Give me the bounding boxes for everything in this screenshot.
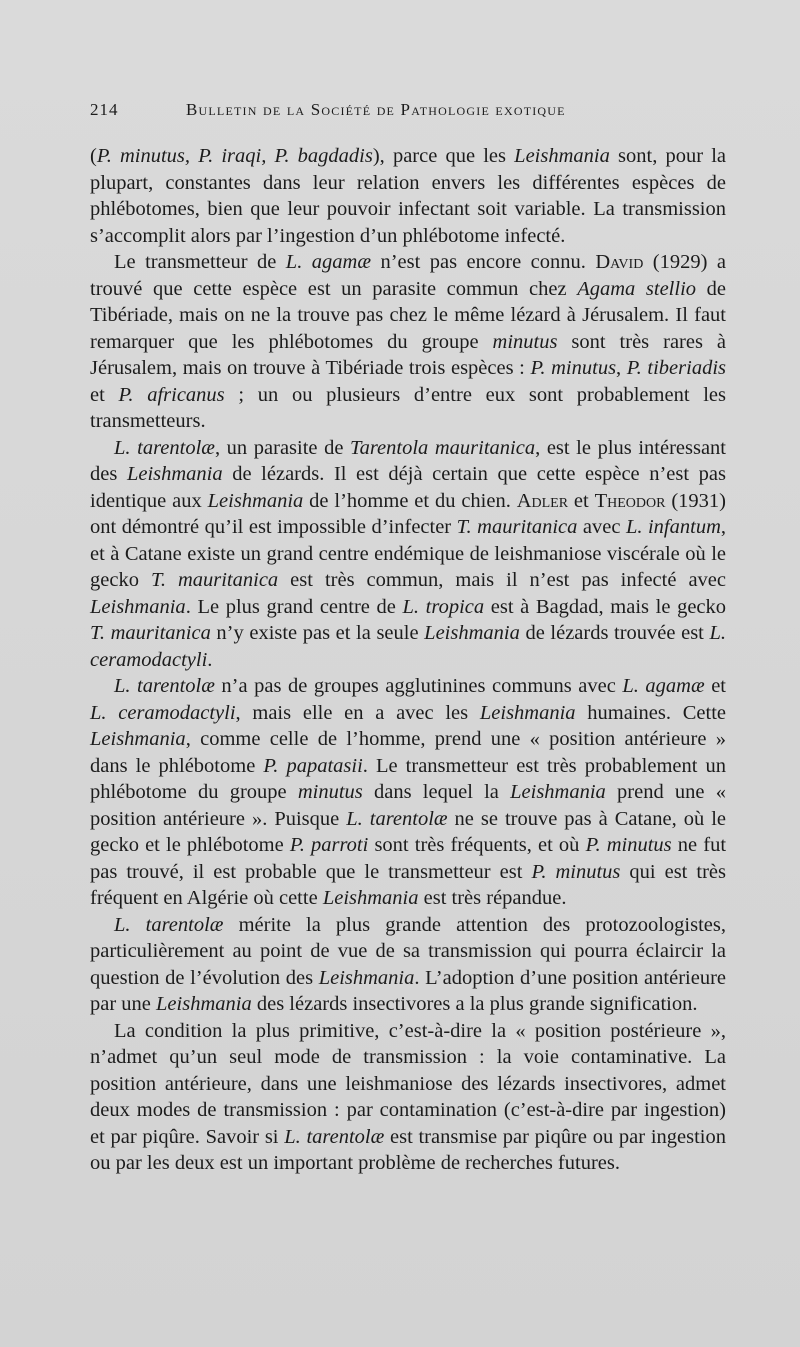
italic-term: minutus (492, 330, 558, 353)
text-run: et (568, 489, 595, 512)
text-run: Le transmetteur de (114, 251, 286, 273)
italic-term: Leishmania (424, 622, 520, 644)
text-run: ( (90, 145, 97, 167)
text-run: dans lequel la (362, 781, 511, 803)
italic-term: Leishmania (207, 489, 304, 512)
paragraph (90, 249, 726, 435)
italic-term: L. tarentolæ (114, 675, 215, 697)
italic-term: P. africanus (118, 383, 225, 406)
text-run: est à Bagdad, mais le gecko (484, 595, 727, 618)
italic-term: L. agamæ (285, 251, 372, 273)
text-run: mérite la plus grande attention des protozoologistes, particulièrement au point de vue de sa transmission qui pourra éclaircir la question de l’évolution des (90, 913, 726, 989)
text-run: n’est pas encore connu. (371, 251, 596, 273)
text-run: . Le plus grand centre de (185, 595, 403, 618)
italic-term: Leishmania (156, 993, 252, 1015)
italic-term: Leishmania (510, 781, 606, 803)
italic-term: T. mauritanica (150, 569, 279, 591)
italic-term: Leishmania (479, 701, 576, 724)
text-run: ; un ou plusieurs d’entre eux sont probablement les transmetteurs. (90, 383, 726, 432)
italic-term: P. papatasii (263, 754, 363, 777)
text-run: . (207, 648, 213, 671)
author-name: Theodor (594, 489, 666, 512)
text-run: , comme celle de l’homme, prend une « position antérieure » dans le phlébotome (90, 728, 726, 777)
running-head (90, 100, 720, 128)
text-run: , un parasite de (214, 436, 351, 459)
text-run: humaines. Cette (575, 701, 726, 724)
text-run: sont très fréquents, et où (368, 834, 586, 856)
text-run: et (704, 675, 726, 697)
text-run: (1931) ont démontré qu’il est impossible d’infecter (90, 489, 726, 538)
text-run: et (90, 383, 119, 406)
italic-term: P. minutus (585, 834, 672, 856)
text-run: des lézards insectivores a la plus grande signification. (251, 993, 698, 1015)
italic-term: Leishmania (514, 145, 610, 167)
text-run: avec (577, 516, 626, 538)
italic-term: P. minutus (530, 357, 617, 379)
text-run: est transmise par piqûre ou par ingestion ou par les deux est un important problème de recherches futures. (90, 1125, 726, 1174)
italic-term: L. tarentolæ (114, 436, 215, 459)
journal-title: Bulletin de la Société de Pathologie exotique (186, 100, 566, 119)
italic-term: L. tropica (402, 595, 485, 618)
paragraph (90, 435, 726, 674)
italic-term: P. minutus, P. iraqi, P. bagdadis (96, 145, 373, 167)
body-text (90, 143, 726, 1177)
text-run: prend une « position antérieure ». Puisque (90, 781, 726, 830)
text-run: , et à Catane existe un grand centre endémique de leishmaniose viscérale où le gecko (90, 516, 727, 591)
text-run: La condition la plus primitive, c’est-à-dire la « position postérieure », n’admet qu’un seul mode de transmission : la voie contaminative. La position antérieure, dans une leishmaniose des lézards insectivores, admet deux modes de transmission : par contamination (c’est-à-dire par ingestion) et par piqûre. Savoir si (90, 1019, 726, 1148)
italic-term: Leishmania (126, 463, 223, 485)
italic-term: P. tiberiadis (626, 357, 727, 379)
text-run: est très répandue. (418, 887, 567, 909)
text-run: ), parce que les (372, 145, 515, 167)
text-run: de lézards trouvée est (519, 622, 710, 644)
italic-term: Leishmania (318, 966, 415, 989)
italic-term: Leishmania (90, 595, 186, 618)
paragraph (90, 143, 726, 249)
text-run: ne se trouve pas à Catane, où le gecko et le phlébotome (90, 807, 726, 856)
italic-term: Agama stellio (577, 277, 697, 300)
italic-term: L. ceramodactyli (90, 622, 726, 671)
paragraph (90, 1018, 726, 1177)
text-run: ne fut pas trouvé, il est probable que le transmetteur est (90, 834, 727, 883)
italic-term: P. minutus (531, 860, 621, 883)
italic-term: Leishmania (90, 728, 186, 750)
text-run: . L’adoption d’une position antérieure par une (90, 966, 726, 1015)
text-run: de Tibériade, mais on ne la trouve pas chez le même lézard à Jérusalem. Il faut remarquer que les phlébotomes du groupe (90, 277, 726, 353)
text-run: n’y existe pas et la seule (210, 622, 425, 644)
italic-term: T. mauritanica (90, 622, 211, 644)
italic-term: Tarentola mauritanica (350, 436, 536, 459)
italic-term: L. tarentolæ (346, 807, 448, 830)
paragraph (90, 673, 726, 912)
italic-term: Leishmania (322, 887, 419, 909)
text-run: est très commun, mais il n’est pas infecté avec (278, 569, 726, 591)
text-run: de lézards. Il est déjà certain que cette espèce n’est pas identique aux (90, 463, 727, 512)
text-run: qui est très fréquent en Algérie où cette (90, 860, 726, 909)
italic-term: minutus (297, 781, 363, 803)
text-run: sont, pour la plupart, constantes dans leur relation envers les différentes espèces de phlébotomes, bien que leur pouvoir infectant soit variable. La transmission s’accomplit alors par l’ingestion d’un phlébotome infecté. (90, 145, 726, 247)
text-run: . Le transmetteur est très probablement un phlébotome du groupe (90, 754, 726, 803)
italic-term: L. infantum (625, 516, 721, 538)
paragraph (90, 912, 726, 1018)
italic-term: L. ceramodactyli (90, 701, 236, 724)
text-run: sont très rares à Jérusalem, mais on trouve à Tibériade trois espèces : (90, 330, 726, 379)
text-run: , est le plus intéressant des (90, 436, 726, 485)
italic-term: T. mauritanica (456, 516, 578, 538)
text-run: de l’homme et du chien. (303, 489, 517, 512)
text-run: n’a pas de groupes agglutinines communs avec (214, 675, 623, 697)
text-run: , mais elle en a avec les (235, 701, 480, 724)
page-number: 214 (90, 100, 119, 119)
italic-term: L. tarentolæ (284, 1125, 385, 1148)
italic-term: L. tarentolæ (114, 913, 224, 936)
italic-term: L. agamæ (622, 675, 705, 697)
author-name: Adler (516, 489, 569, 512)
author-name: David (595, 251, 644, 273)
text-run: (1929) a trouvé que cette espèce est un parasite commun chez (90, 251, 726, 300)
text-run: , (616, 357, 627, 379)
italic-term: P. parroti (289, 834, 369, 856)
